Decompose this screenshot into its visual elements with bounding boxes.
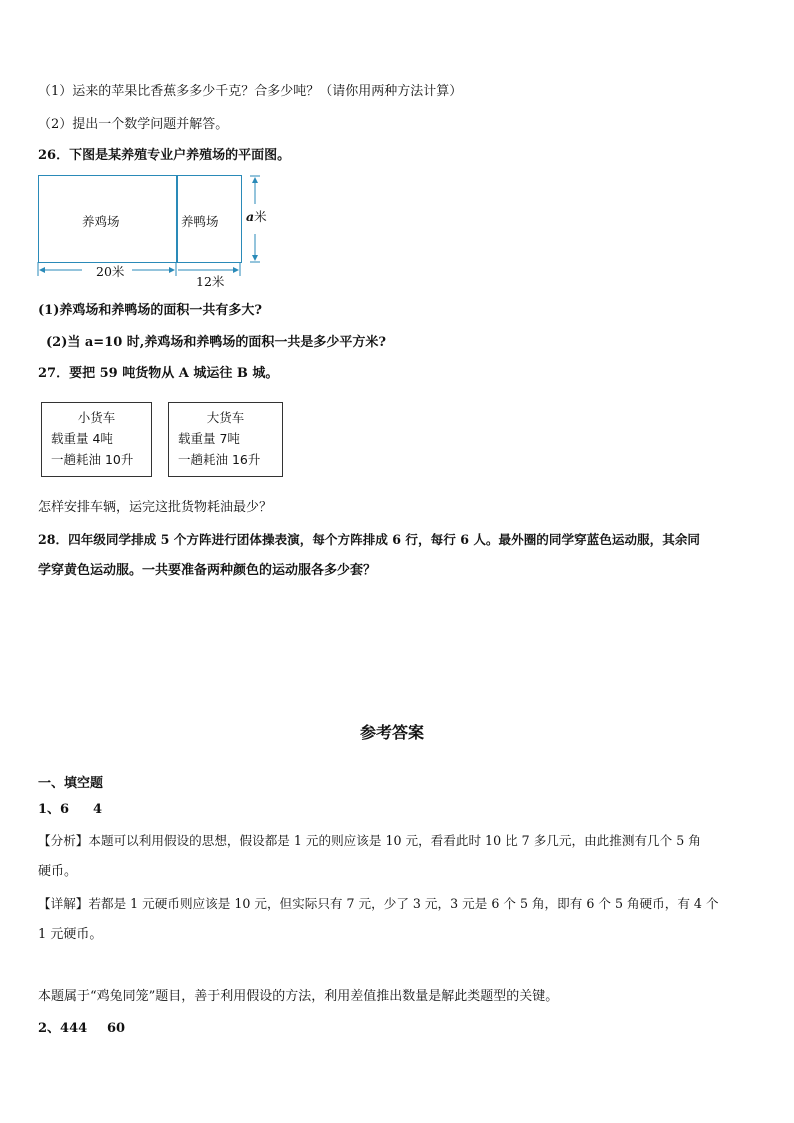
answer-1-second: 4 [93, 802, 103, 817]
large-truck-card [168, 402, 283, 477]
duck-width-label: 12米 [196, 274, 225, 289]
q27-question: 怎样安排车辆，运完这批货物耗油最少？ [38, 500, 273, 515]
q26-part1: (1)养鸡场和养鸭场的面积一共有多大? [38, 303, 262, 318]
chicken-width-label: 20米 [96, 264, 125, 279]
large-truck-title: 大货车 [206, 410, 245, 425]
analysis-line1: 【分析】本题可以利用假设的思想，假设都是 1 元的则应该是 10 元，看看此时 10 比 7 多几元，由此推测有几个 5 角 [38, 833, 701, 848]
q28-line1: 28．四年级同学排成 5 个方阵进行团体操表演，每个方阵排成 6 行，每行 6 人。最外圈的同学穿蓝色运动服，其余同 [38, 532, 701, 547]
q27-stem: 27．要把 59 吨货物从 A 城运往 B 城。 [38, 366, 279, 381]
analysis-line2: 硬币。 [38, 864, 78, 879]
small-truck-card [41, 402, 152, 477]
small-truck-title: 小货车 [77, 410, 116, 425]
q25-part1: （1）运来的苹果比香蕉多多少千克？合多少吨？（请你用两种方法计算） [38, 84, 463, 99]
answer-2-second: 60 [107, 1021, 126, 1036]
small-truck-capacity: 载重量 4吨 [51, 431, 113, 446]
large-truck-capacity: 载重量 7吨 [178, 431, 240, 446]
chicken-farm-label: 养鸡场 [82, 214, 120, 229]
answers-title: 参考答案 [360, 723, 425, 742]
q25-part2: （2）提出一个数学问题并解答。 [38, 117, 229, 132]
q26-part2: (2)当 a=10 时,养鸡场和养鸭场的面积一共是多少平方米? [46, 335, 386, 350]
duck-farm-label: 养鸭场 [181, 214, 219, 229]
q28-line2: 学穿黄色运动服。一共要准备两种颜色的运动服各多少套？ [38, 563, 377, 578]
large-truck-fuel: 一趟耗油 16升 [178, 452, 261, 467]
answer-comment: 本题属于“鸡兔同笼”题目，善于利用假设的方法，利用差值推出数量是解此类题型的关键。 [38, 989, 559, 1004]
q26-stem: 26．下图是某养殖专业户养殖场的平面图。 [38, 148, 291, 163]
detail-line1: 【详解】若都是 1 元硬币则应该是 10 元，但实际只有 7 元，少了 3 元，3 元是 6 个 5 角，即有 6 个 5 角硬币，有 4 个 [38, 896, 719, 911]
answer-1-first: 1、6 [38, 802, 70, 817]
dimension-lines [30, 168, 270, 293]
side-length-label [246, 209, 267, 225]
answer-2-first: 2、444 [38, 1021, 88, 1036]
small-truck-fuel: 一趟耗油 10升 [51, 452, 134, 467]
side-length-variable: a [246, 209, 255, 224]
side-length-unit: 米 [254, 209, 267, 224]
detail-line2: 1 元硬币。 [38, 927, 103, 942]
section-fill-blank: 一、填空题 [38, 776, 104, 791]
